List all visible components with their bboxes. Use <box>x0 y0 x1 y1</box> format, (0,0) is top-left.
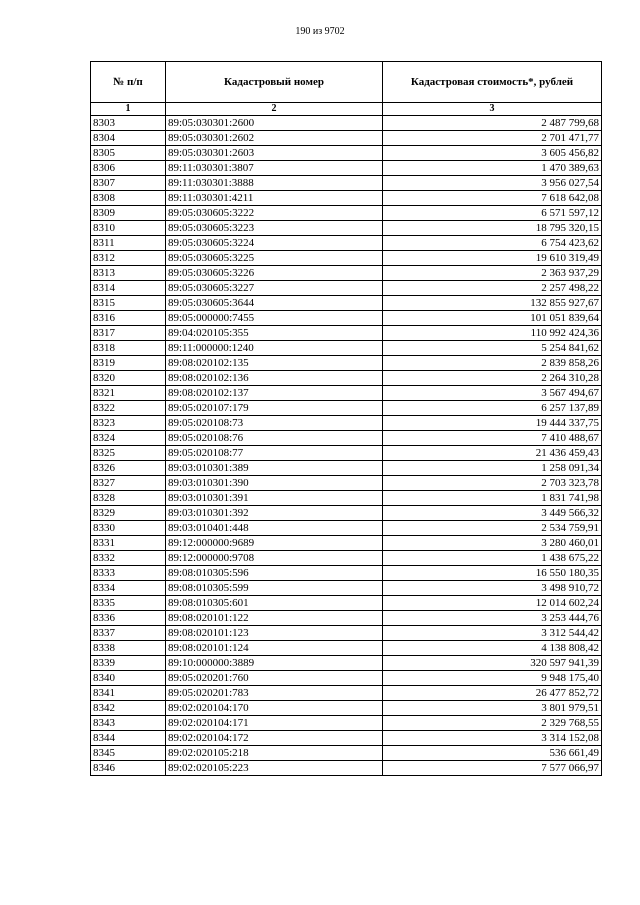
cadastral-cost-cell: 3 567 494,67 <box>383 386 602 401</box>
cadastral-cost-cell: 3 801 979,51 <box>383 701 602 716</box>
cadastral-cost-cell: 7 410 488,67 <box>383 431 602 446</box>
row-number-cell: 8330 <box>91 521 166 536</box>
cadastral-cost-cell: 101 051 839,64 <box>383 311 602 326</box>
table-row <box>91 656 602 671</box>
table-row <box>91 386 602 401</box>
table-body <box>91 116 602 776</box>
cadastral-cost-cell: 2 257 498,22 <box>383 281 602 296</box>
cadastral-number-cell: 89:08:010305:599 <box>166 581 383 596</box>
table-row <box>91 296 602 311</box>
table-row <box>91 626 602 641</box>
cadastral-number-cell: 89:05:030605:3224 <box>166 236 383 251</box>
row-number-cell: 8342 <box>91 701 166 716</box>
row-number-cell: 8324 <box>91 431 166 446</box>
table-row <box>91 401 602 416</box>
cadastral-number-cell: 89:11:030301:3888 <box>166 176 383 191</box>
cadastral-cost-cell: 3 605 456,82 <box>383 146 602 161</box>
cadastral-number-cell: 89:02:020104:172 <box>166 731 383 746</box>
cadastral-cost-cell: 1 831 741,98 <box>383 491 602 506</box>
cadastral-number-cell: 89:05:020108:76 <box>166 431 383 446</box>
row-number-cell: 8328 <box>91 491 166 506</box>
header-row-number: № п/п <box>91 62 166 103</box>
column-number-3: 3 <box>383 103 602 116</box>
cadastral-cost-cell: 18 795 320,15 <box>383 221 602 236</box>
cadastral-number-cell: 89:05:030301:2603 <box>166 146 383 161</box>
cadastral-number-cell: 89:12:000000:9708 <box>166 551 383 566</box>
cadastral-number-cell: 89:05:020201:760 <box>166 671 383 686</box>
cadastral-number-cell: 89:08:010305:596 <box>166 566 383 581</box>
header-cadastral-number: Кадастровый номер <box>166 62 383 103</box>
row-number-cell: 8343 <box>91 716 166 731</box>
cadastral-cost-cell: 3 449 566,32 <box>383 506 602 521</box>
row-number-cell: 8308 <box>91 191 166 206</box>
table-row <box>91 731 602 746</box>
table-row <box>91 176 602 191</box>
row-number-cell: 8314 <box>91 281 166 296</box>
table-row <box>91 476 602 491</box>
row-number-cell: 8312 <box>91 251 166 266</box>
row-number-cell: 8311 <box>91 236 166 251</box>
cadastral-cost-cell: 3 498 910,72 <box>383 581 602 596</box>
row-number-cell: 8336 <box>91 611 166 626</box>
cadastral-number-cell: 89:08:020102:137 <box>166 386 383 401</box>
cadastral-number-cell: 89:05:030605:3225 <box>166 251 383 266</box>
cadastral-number-cell: 89:08:020101:123 <box>166 626 383 641</box>
cadastral-number-cell: 89:05:020108:73 <box>166 416 383 431</box>
table-row <box>91 536 602 551</box>
cadastral-cost-cell: 6 571 597,12 <box>383 206 602 221</box>
cadastral-cost-cell: 2 839 858,26 <box>383 356 602 371</box>
table-row <box>91 116 602 131</box>
table-row <box>91 206 602 221</box>
row-number-cell: 8318 <box>91 341 166 356</box>
row-number-cell: 8313 <box>91 266 166 281</box>
cadastral-number-cell: 89:11:030301:4211 <box>166 191 383 206</box>
table-row <box>91 266 602 281</box>
table-row <box>91 761 602 776</box>
cadastral-cost-cell: 1 258 091,34 <box>383 461 602 476</box>
table-row <box>91 686 602 701</box>
cadastral-number-cell: 89:05:030301:2600 <box>166 116 383 131</box>
table-row <box>91 671 602 686</box>
cadastral-number-cell: 89:05:030301:2602 <box>166 131 383 146</box>
table-row <box>91 596 602 611</box>
row-number-cell: 8326 <box>91 461 166 476</box>
table-row <box>91 236 602 251</box>
cadastral-cost-cell: 1 438 675,22 <box>383 551 602 566</box>
row-number-cell: 8331 <box>91 536 166 551</box>
page-number: 190 из 9702 <box>295 26 345 37</box>
row-number-cell: 8304 <box>91 131 166 146</box>
row-number-cell: 8337 <box>91 626 166 641</box>
cadastral-number-cell: 89:02:020104:170 <box>166 701 383 716</box>
table-row <box>91 491 602 506</box>
table-row <box>91 161 602 176</box>
cadastral-number-cell: 89:10:000000:3889 <box>166 656 383 671</box>
cadastral-cost-cell: 2 703 323,78 <box>383 476 602 491</box>
cadastral-cost-cell: 536 661,49 <box>383 746 602 761</box>
cadastral-number-cell: 89:08:020101:124 <box>166 641 383 656</box>
cadastral-number-cell: 89:05:020201:783 <box>166 686 383 701</box>
cadastral-number-cell: 89:05:030605:3223 <box>166 221 383 236</box>
table-row <box>91 716 602 731</box>
cadastral-cost-cell: 3 280 460,01 <box>383 536 602 551</box>
cadastral-cost-cell: 132 855 927,67 <box>383 296 602 311</box>
table-row <box>91 641 602 656</box>
row-number-cell: 8303 <box>91 116 166 131</box>
row-number-cell: 8344 <box>91 731 166 746</box>
cadastral-number-cell: 89:03:010301:390 <box>166 476 383 491</box>
cadastral-number-cell: 89:03:010301:389 <box>166 461 383 476</box>
table-row <box>91 506 602 521</box>
cadastral-number-cell: 89:02:020105:218 <box>166 746 383 761</box>
cadastral-number-cell: 89:05:030605:3226 <box>166 266 383 281</box>
row-number-cell: 8346 <box>91 761 166 776</box>
cadastral-number-cell: 89:04:020105:355 <box>166 326 383 341</box>
cadastral-cost-cell: 3 314 152,08 <box>383 731 602 746</box>
cadastral-value-table <box>90 61 602 776</box>
cadastral-cost-cell: 19 610 319,49 <box>383 251 602 266</box>
row-number-cell: 8316 <box>91 311 166 326</box>
cadastral-number-cell: 89:05:030605:3644 <box>166 296 383 311</box>
table-row <box>91 446 602 461</box>
table-row <box>91 326 602 341</box>
cadastral-number-cell: 89:05:030605:3222 <box>166 206 383 221</box>
row-number-cell: 8306 <box>91 161 166 176</box>
table-row <box>91 521 602 536</box>
cadastral-cost-cell: 3 956 027,54 <box>383 176 602 191</box>
table-row <box>91 551 602 566</box>
table-row <box>91 566 602 581</box>
row-number-cell: 8332 <box>91 551 166 566</box>
table-row <box>91 251 602 266</box>
cadastral-cost-cell: 2 701 471,77 <box>383 131 602 146</box>
cadastral-number-cell: 89:05:030605:3227 <box>166 281 383 296</box>
row-number-cell: 8321 <box>91 386 166 401</box>
table-row <box>91 281 602 296</box>
cadastral-cost-cell: 19 444 337,75 <box>383 416 602 431</box>
table-row <box>91 311 602 326</box>
cadastral-cost-cell: 1 470 389,63 <box>383 161 602 176</box>
cadastral-number-cell: 89:02:020104:171 <box>166 716 383 731</box>
cadastral-number-cell: 89:05:000000:7455 <box>166 311 383 326</box>
cadastral-number-cell: 89:03:010301:391 <box>166 491 383 506</box>
row-number-cell: 8335 <box>91 596 166 611</box>
cadastral-number-cell: 89:05:020108:77 <box>166 446 383 461</box>
cadastral-number-cell: 89:03:010301:392 <box>166 506 383 521</box>
cadastral-cost-cell: 7 577 066,97 <box>383 761 602 776</box>
table-row <box>91 146 602 161</box>
table-row <box>91 191 602 206</box>
cadastral-cost-cell: 26 477 852,72 <box>383 686 602 701</box>
cadastral-number-cell: 89:05:020107:179 <box>166 401 383 416</box>
cadastral-cost-cell: 4 138 808,42 <box>383 641 602 656</box>
cadastral-cost-cell: 7 618 642,08 <box>383 191 602 206</box>
cadastral-cost-cell: 2 264 310,28 <box>383 371 602 386</box>
cadastral-cost-cell: 320 597 941,39 <box>383 656 602 671</box>
column-number-1: 1 <box>91 103 166 116</box>
row-number-cell: 8340 <box>91 671 166 686</box>
cadastral-number-cell: 89:12:000000:9689 <box>166 536 383 551</box>
row-number-cell: 8338 <box>91 641 166 656</box>
cadastral-cost-cell: 21 436 459,43 <box>383 446 602 461</box>
cadastral-cost-cell: 12 014 602,24 <box>383 596 602 611</box>
row-number-cell: 8334 <box>91 581 166 596</box>
row-number-cell: 8339 <box>91 656 166 671</box>
row-number-cell: 8329 <box>91 506 166 521</box>
row-number-cell: 8325 <box>91 446 166 461</box>
cadastral-cost-cell: 110 992 424,36 <box>383 326 602 341</box>
table-row <box>91 356 602 371</box>
row-number-cell: 8323 <box>91 416 166 431</box>
cadastral-cost-cell: 9 948 175,40 <box>383 671 602 686</box>
table-row <box>91 746 602 761</box>
cadastral-number-cell: 89:11:030301:3807 <box>166 161 383 176</box>
row-number-cell: 8327 <box>91 476 166 491</box>
cadastral-cost-cell: 6 257 137,89 <box>383 401 602 416</box>
row-number-cell: 8320 <box>91 371 166 386</box>
cadastral-cost-cell: 2 363 937,29 <box>383 266 602 281</box>
table-row <box>91 461 602 476</box>
table-row <box>91 431 602 446</box>
cadastral-number-cell: 89:08:020102:136 <box>166 371 383 386</box>
cadastral-number-cell: 89:02:020105:223 <box>166 761 383 776</box>
table-row <box>91 221 602 236</box>
cadastral-cost-cell: 6 754 423,62 <box>383 236 602 251</box>
row-number-cell: 8341 <box>91 686 166 701</box>
header-cadastral-cost: Кадастровая стоимость*, рублей <box>383 62 602 103</box>
table-row <box>91 611 602 626</box>
cadastral-number-cell: 89:08:010305:601 <box>166 596 383 611</box>
cadastral-cost-cell: 2 487 799,68 <box>383 116 602 131</box>
cadastral-number-cell: 89:11:000000:1240 <box>166 341 383 356</box>
row-number-cell: 8345 <box>91 746 166 761</box>
column-number-2: 2 <box>166 103 383 116</box>
row-number-cell: 8333 <box>91 566 166 581</box>
cadastral-cost-cell: 3 253 444,76 <box>383 611 602 626</box>
row-number-cell: 8307 <box>91 176 166 191</box>
cadastral-cost-cell: 2 534 759,91 <box>383 521 602 536</box>
table-row <box>91 341 602 356</box>
cadastral-number-cell: 89:08:020101:122 <box>166 611 383 626</box>
row-number-cell: 8309 <box>91 206 166 221</box>
table-row <box>91 581 602 596</box>
table-row <box>91 701 602 716</box>
row-number-cell: 8317 <box>91 326 166 341</box>
table-row <box>91 131 602 146</box>
cadastral-cost-cell: 2 329 768,55 <box>383 716 602 731</box>
row-number-cell: 8315 <box>91 296 166 311</box>
cadastral-cost-cell: 3 312 544,42 <box>383 626 602 641</box>
table-row <box>91 416 602 431</box>
row-number-cell: 8310 <box>91 221 166 236</box>
row-number-cell: 8305 <box>91 146 166 161</box>
cadastral-number-cell: 89:08:020102:135 <box>166 356 383 371</box>
cadastral-cost-cell: 16 550 180,35 <box>383 566 602 581</box>
table-row <box>91 371 602 386</box>
cadastral-cost-cell: 5 254 841,62 <box>383 341 602 356</box>
row-number-cell: 8322 <box>91 401 166 416</box>
cadastral-number-cell: 89:03:010401:448 <box>166 521 383 536</box>
row-number-cell: 8319 <box>91 356 166 371</box>
